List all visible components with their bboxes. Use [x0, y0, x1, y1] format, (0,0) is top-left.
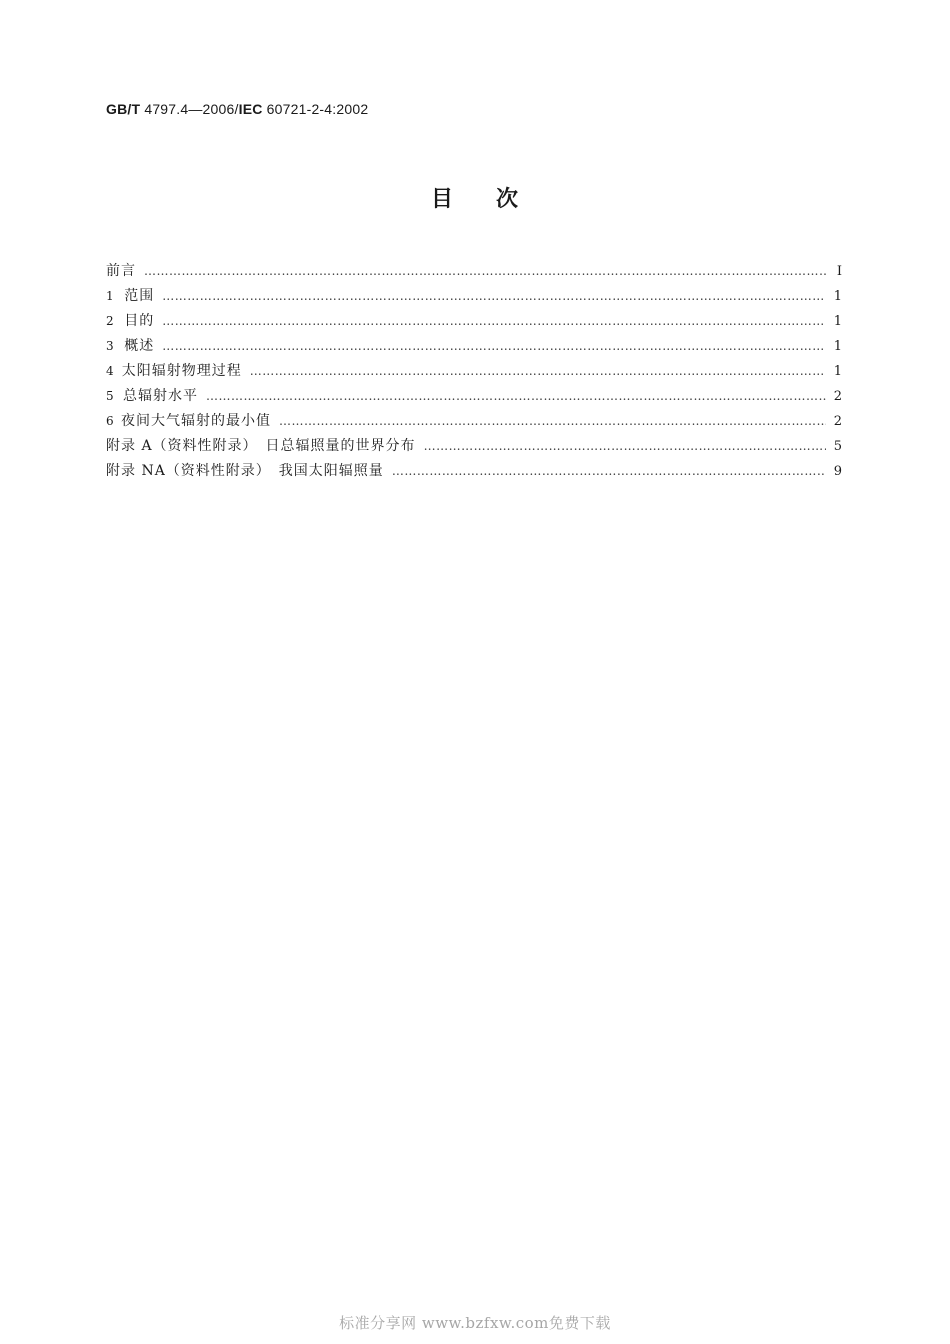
toc-entry-number: 4 [106, 364, 114, 378]
standard-code-number: 4797.4—2006/ [140, 101, 239, 117]
toc-entry-night-radiation-minimum[interactable] [106, 409, 842, 434]
toc-leader-dots [162, 309, 826, 334]
toc-entry-number: 5 [106, 389, 114, 403]
toc-leader-dots [424, 434, 826, 459]
toc-leader-dots [206, 384, 826, 409]
standard-code-iec: IEC [238, 101, 263, 117]
toc-entry-number: 6 [106, 414, 114, 428]
toc-leader-dots [144, 259, 826, 284]
toc-leader-dots [162, 334, 826, 359]
page-title [0, 182, 950, 213]
standard-code-iec-number: 60721-2-4:2002 [262, 101, 369, 117]
toc-leader-dots [279, 409, 826, 434]
page-title-char-1: 目 [430, 187, 454, 212]
toc-leader-dots [162, 284, 826, 309]
toc-entry-overview[interactable] [106, 334, 842, 359]
toc-entry-annex-na[interactable] [106, 459, 842, 484]
toc-entry-label: 前言 [106, 263, 136, 279]
standard-code-header [106, 101, 368, 117]
toc-entry-label: 附录 NA（资料性附录） 我国太阳辐照量 [106, 463, 384, 479]
toc-entry-page: 2 [833, 414, 842, 429]
toc-entry-label: 附录 A（资料性附录） 日总辐照量的世界分布 [106, 438, 416, 454]
toc-entry-annex-a[interactable] [106, 434, 842, 459]
page-title-char-2: 次 [496, 187, 520, 212]
toc-entry-page: 2 [833, 389, 842, 404]
toc-entry-label: 夜间大气辐射的最小值 [121, 413, 271, 429]
toc-entry-page: 1 [833, 314, 842, 329]
toc-entry-label: 目的 [124, 313, 155, 329]
toc-entry-label: 概述 [124, 338, 155, 354]
footer-watermark: 标准分享网 www.bzfxw.com免费下载 [339, 1314, 611, 1332]
toc-entry-label: 总辐射水平 [123, 388, 198, 404]
toc-entry-number: 2 [106, 314, 114, 328]
toc-entry-solar-radiation-physics[interactable] [106, 359, 842, 384]
toc-entry-page: 1 [833, 289, 842, 304]
standard-code-gbt: GB/T [106, 101, 141, 117]
toc-leader-dots [392, 459, 826, 484]
toc-entry-label: 范围 [124, 288, 155, 304]
toc-entry-purpose[interactable] [106, 309, 842, 334]
toc-entry-scope[interactable] [106, 284, 842, 309]
toc-entry-page: 9 [833, 464, 842, 479]
toc-entry-page: 1 [833, 339, 842, 354]
toc-entry-label: 太阳辐射物理过程 [121, 363, 242, 379]
toc-entry-number: 3 [106, 339, 114, 353]
toc-leader-dots [250, 359, 826, 384]
toc-entry-page: 5 [833, 439, 842, 454]
table-of-contents [106, 259, 842, 484]
toc-entry-page: Ⅰ [836, 264, 842, 279]
toc-entry-number: 1 [106, 289, 114, 303]
toc-entry-total-radiation-levels[interactable] [106, 384, 842, 409]
toc-entry-foreword[interactable] [106, 259, 842, 284]
toc-entry-page: 1 [833, 364, 842, 379]
